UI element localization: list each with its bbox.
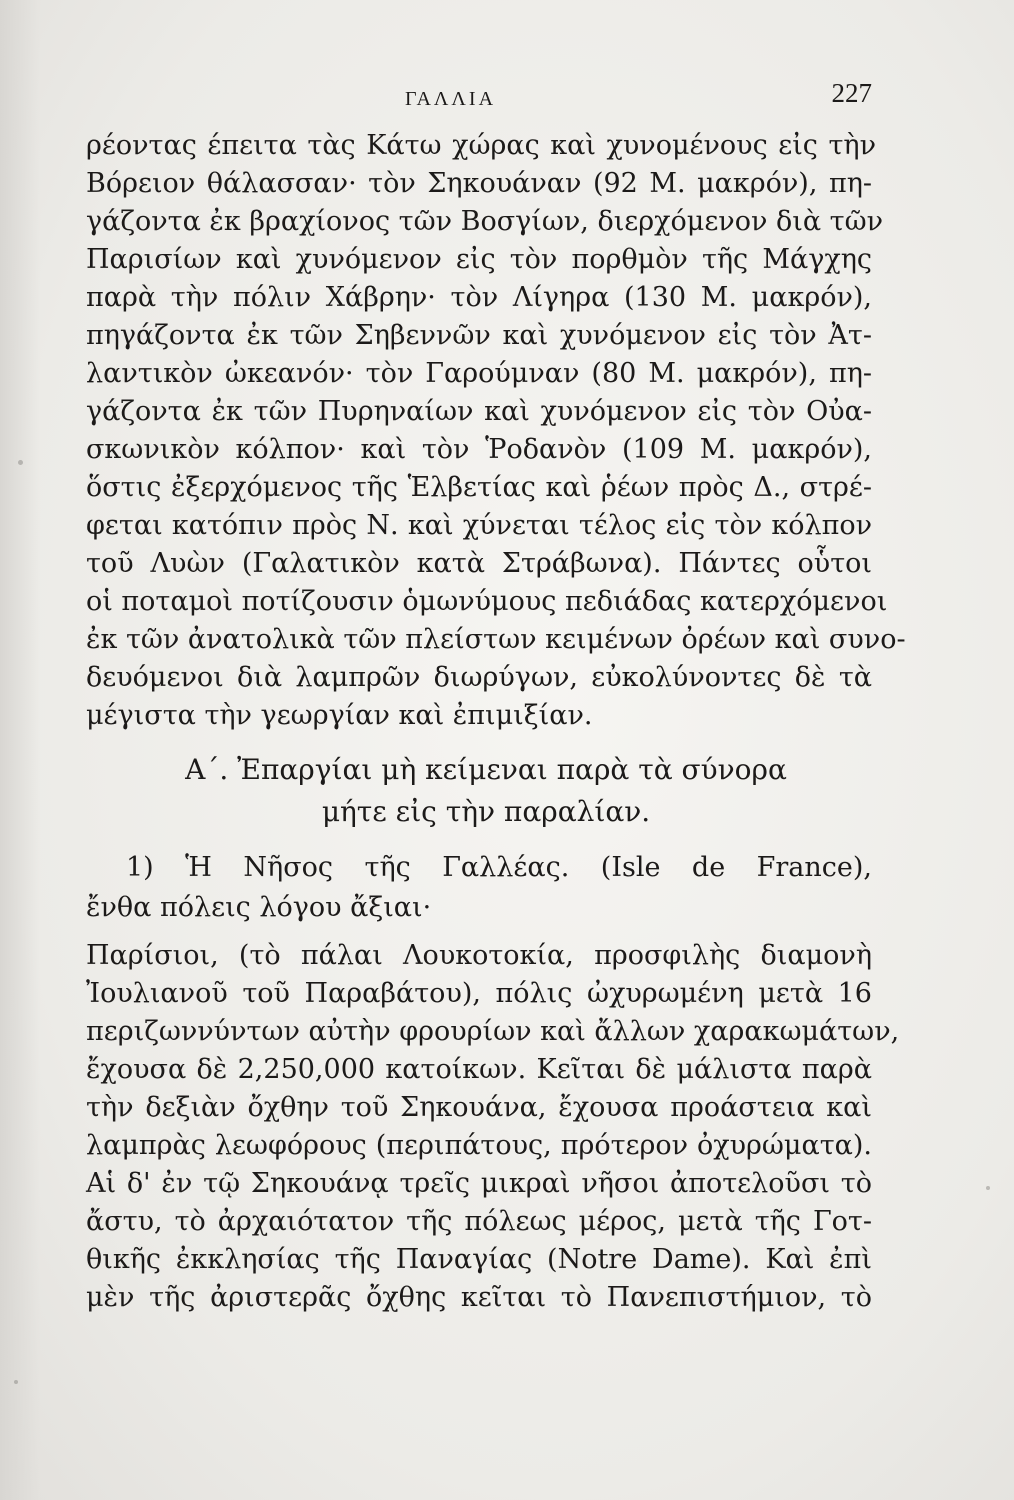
body-line: παρὰ τὴν πόλιν Χάβρην· τὸν Λίγηρα (130 Μ. μακρόν), <box>86 282 872 313</box>
subsection-title: 1) Ἡ Νῆσος τῆς Γαλλέας. (Isle de France), <box>126 852 872 883</box>
page-gutter-shadow <box>0 0 40 1500</box>
body-line: φεται κατόπιν πρὸς Ν. καὶ χύνεται τέλος εἰς τὸν κόλπον <box>86 510 872 541</box>
scan-speck <box>14 1380 18 1384</box>
page-number: 227 <box>831 78 872 108</box>
body-line: γάζοντα ἐκ βραχίονος τῶν Βοσγίων, διερχόμενον διὰ τῶν <box>86 206 884 237</box>
body-line: Βόρειον θάλασσαν· τὸν Σηκουάναν (92 Μ. μακρόν), πη- <box>86 168 872 199</box>
paragraph-line: μὲν τῆς ἀριστερᾶς ὄχθης κεῖται τὸ Πανεπιστήμιον, τὸ <box>86 1282 872 1313</box>
paragraph-line: ἄστυ, τὸ ἀρχαιότατον τῆς πόλεως μέρος, μετὰ τῆς Γοτ- <box>86 1206 872 1237</box>
section-heading-line1: Α΄. Ἐπαργίαι μὴ κείμεναι παρὰ τὰ σύνορα <box>185 753 787 786</box>
body-line: σκωνικὸν κόλπον· καὶ τὸν Ῥοδανὸν (109 Μ. μακρόν), <box>86 434 872 465</box>
body-line: ὅστις ἐξερχόμενος τῆς Ἑλβετίας καὶ ῥέων πρὸς Δ., στρέ- <box>86 472 872 503</box>
paragraph-line: θικῆς ἐκκλησίας τῆς Παναγίας (Notre Dame). Καὶ ἐπὶ <box>86 1244 872 1275</box>
scan-speck <box>986 1186 990 1190</box>
subsection-intro: ἔνθα πόλεις λόγου ἄξιαι· <box>86 892 432 923</box>
body-line: δευόμενοι διὰ λαμπρῶν διωρύγων, εὐκολύνοντες δὲ τὰ <box>86 662 872 693</box>
body-line: γάζοντα ἐκ τῶν Πυρηναίων καὶ χυνόμενον εἰς τὸν Οὐα- <box>86 396 872 427</box>
paragraph-line: περιζωννύντων αὐτὴν φρουρίων καὶ ἄλλων χαρακωμάτων, <box>86 1016 900 1047</box>
running-title: ΓΑΛΛΙΑ <box>405 88 497 110</box>
body-line: λαντικὸν ὠκεανόν· τὸν Γαρούμναν (80 Μ. μακρόν), πη- <box>86 358 872 389</box>
body-line: μέγιστα τὴν γεωργίαν καὶ ἐπιμιξίαν. <box>86 700 593 731</box>
paragraph-line: τὴν δεξιὰν ὄχθην τοῦ Σηκουάνα, ἔχουσα προάστεια καὶ <box>86 1092 872 1123</box>
paragraph-line: λαμπρὰς λεωφόρους (περιπάτους, πρότερον ὀχυρώματα). <box>86 1130 872 1161</box>
paragraph-line: Αἱ δ' ἐν τῷ Σηκουάνᾳ τρεῖς μικραὶ νῆσοι ἀποτελοῦσι τὸ <box>86 1168 872 1199</box>
section-heading-line2: μήτε εἰς τὴν παραλίαν. <box>321 795 651 828</box>
scan-speck <box>18 460 23 465</box>
body-line: τοῦ Λυὼν (Γαλατικὸν κατὰ Στράβωνα). Πάντες οὗτοι <box>86 548 872 579</box>
paragraph-line: Παρίσιοι, (τὸ πάλαι Λουκοτοκία, προσφιλὴς διαμονὴ <box>86 940 872 971</box>
body-line: ρέοντας έπειτα τὰς Κάτω χώρας καὶ χυνομένους εἰς τὴν <box>86 130 876 161</box>
paragraph-line: Ἰουλιανοῦ τοῦ Παραβάτου), πόλις ὠχυρωμένη μετὰ 16 <box>86 978 872 1009</box>
body-line: οἱ ποταμοὶ ποτίζουσιν ὁμωνύμους πεδιάδας κατερχόμενοι <box>86 586 888 617</box>
body-line: πηγάζοντα ἐκ τῶν Σηβεννῶν καὶ χυνόμενον εἰς τὸν Ἀτ- <box>86 320 872 351</box>
body-line: Παρισίων καὶ χυνόμενον εἰς τὸν πορθμὸν τῆς Μάγχης <box>86 244 872 275</box>
page-header <box>80 78 880 118</box>
paragraph-line: ἔχουσα δὲ 2,250,000 κατοίκων. Κεῖται δὲ μάλιστα παρὰ <box>86 1054 872 1085</box>
body-line: ἐκ τῶν ἀνατολικὰ τῶν πλείστων κειμένων ὀρέων καὶ συνο- <box>86 624 906 655</box>
